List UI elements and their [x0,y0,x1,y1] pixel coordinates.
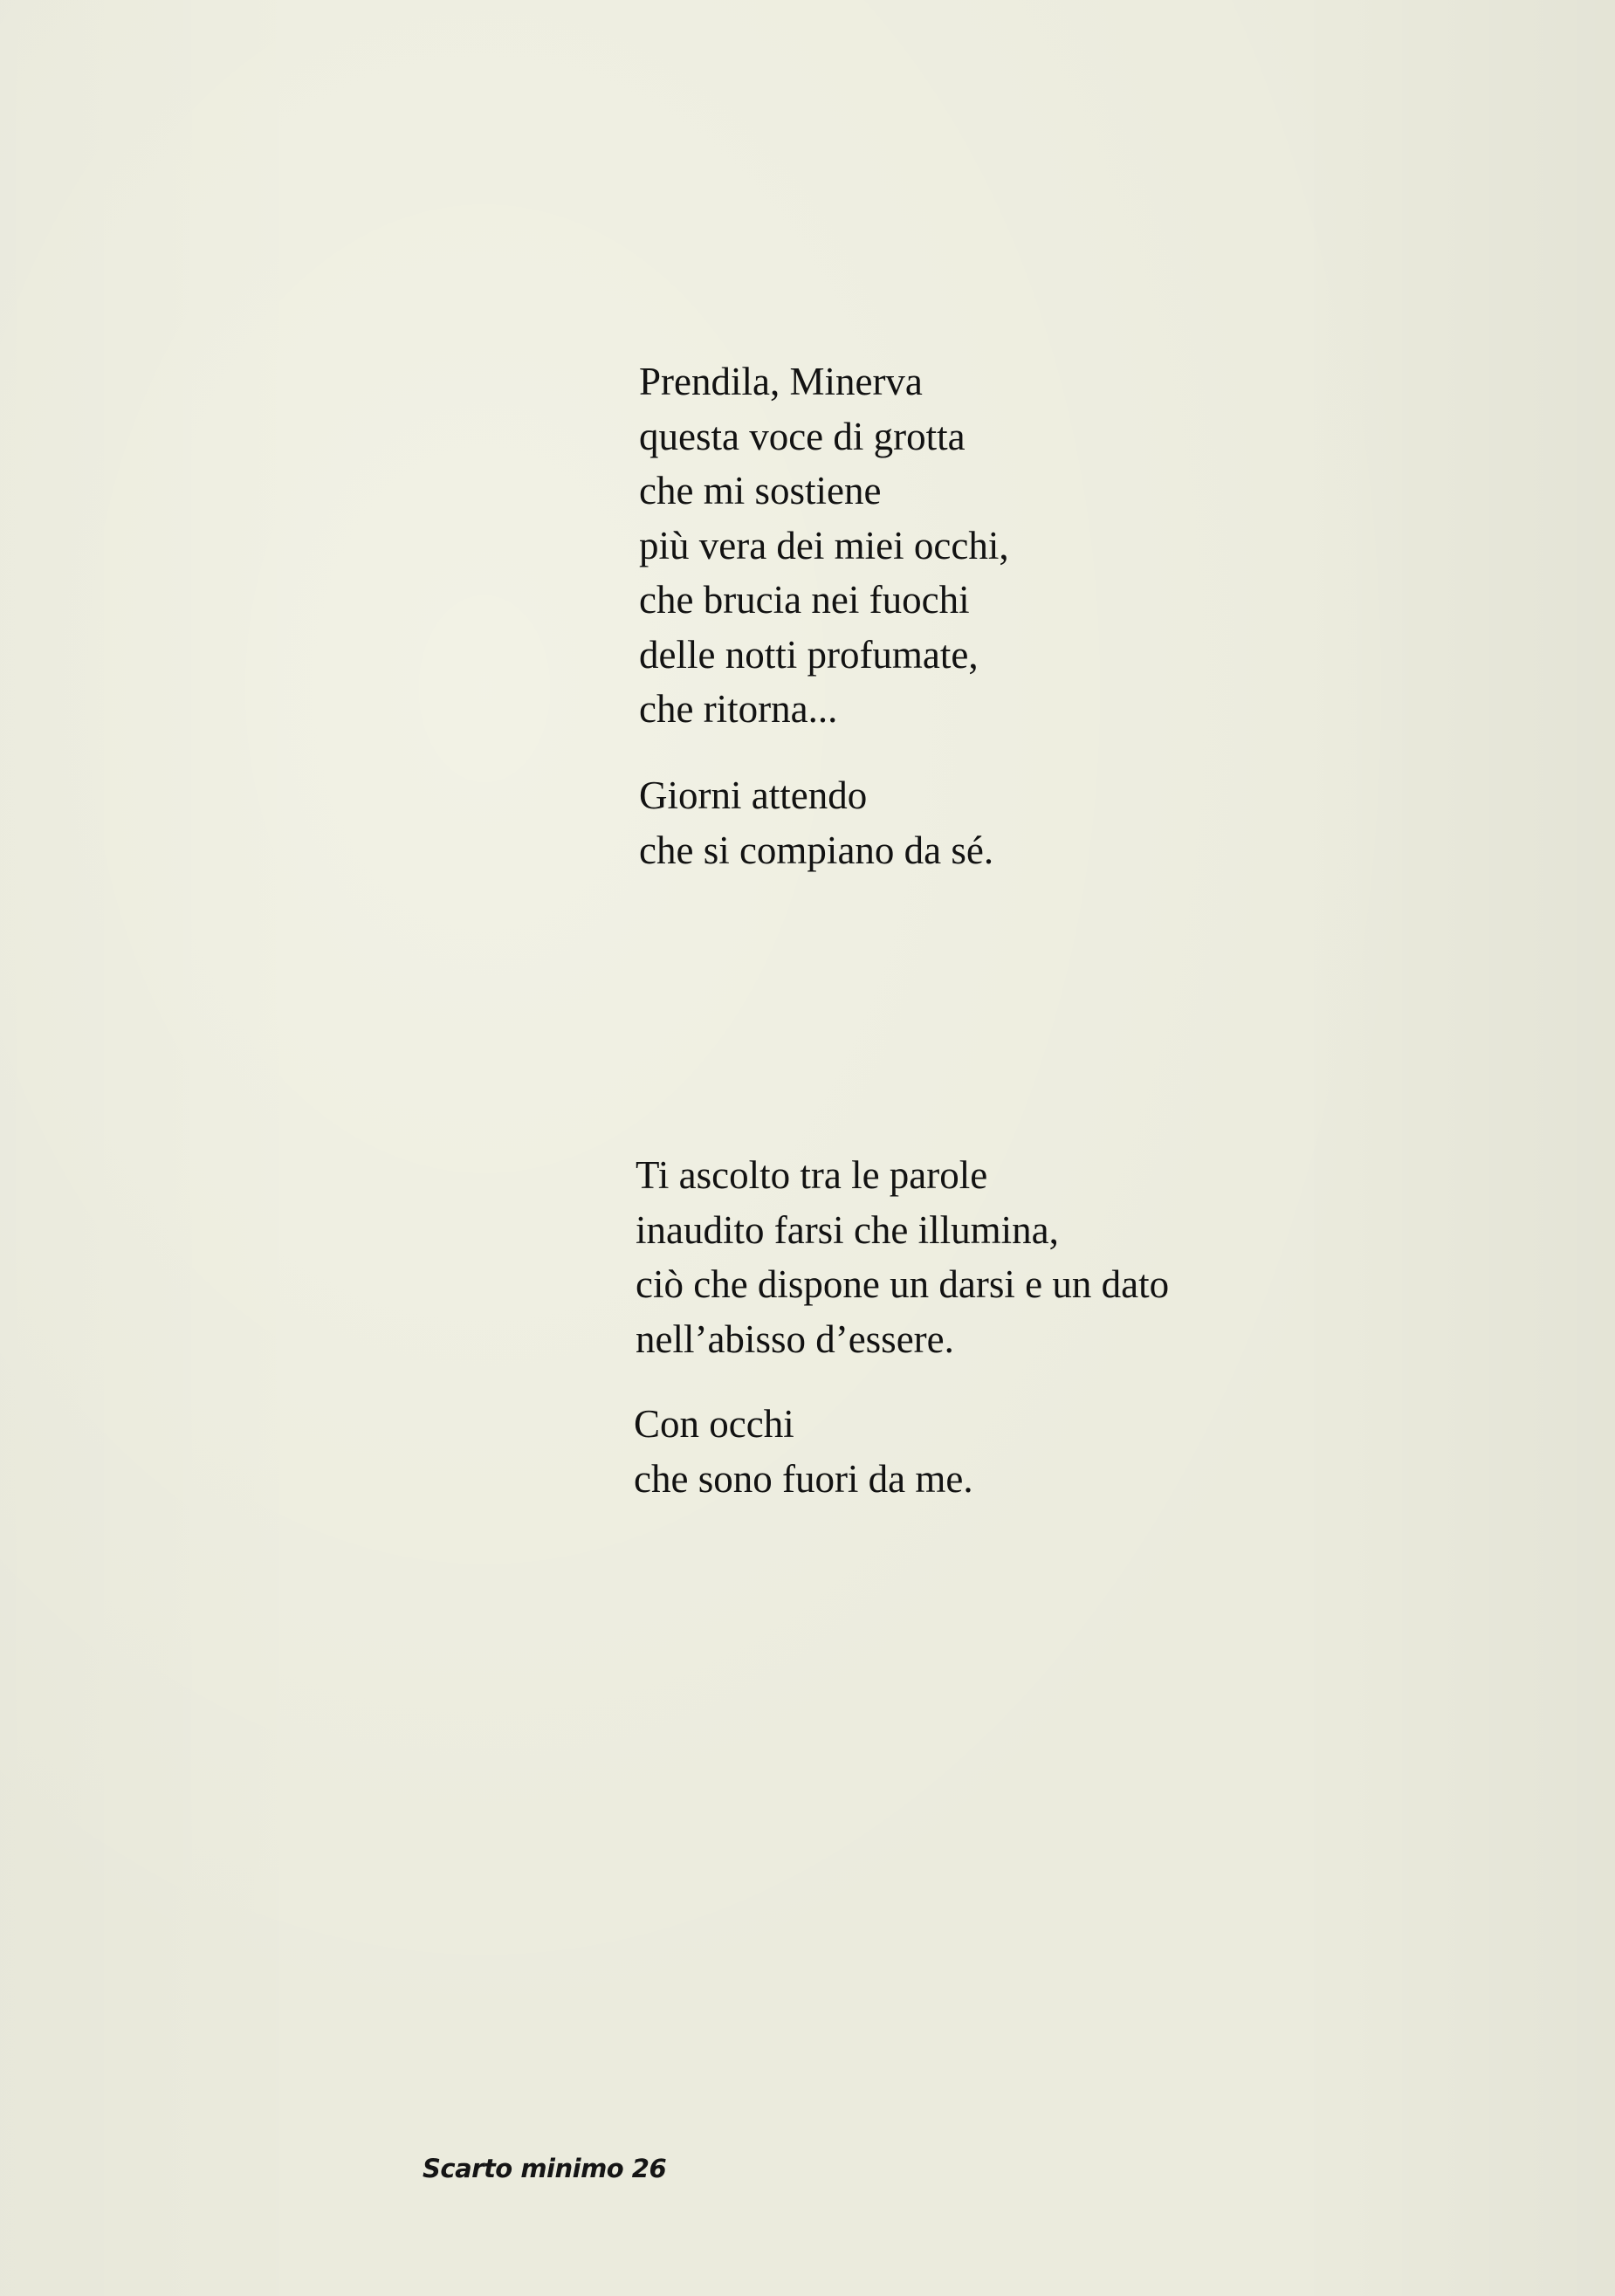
poem-line: che brucia nei fuochi [639,578,970,622]
poem-line: inaudito farsi che illumina, [636,1207,1059,1252]
poem-stanza [639,768,993,877]
poem-line: che si compiano da sé. [639,828,994,872]
poem-line: Ti ascolto tra le parole [636,1153,988,1197]
poem-stanza [634,1397,973,1506]
poem-line: Giorni attendo [639,773,868,817]
poem-line: più vera dei miei occhi, [639,523,1009,567]
poem-stanza [639,354,1009,737]
poem-line: nell’abisso d’essere. [636,1316,954,1361]
poem-line: Prendila, Minerva [639,360,923,403]
poem-line: questa voce di grotta [639,414,966,458]
poem-line: ciò che dispone un darsi e un dato [636,1262,1170,1306]
poem-line: delle notti profumate, [639,632,979,677]
poem-line: che mi sostiene [639,469,882,512]
poem-stanza [636,1148,1169,1366]
poem-line: che ritorna... [639,687,838,731]
page-footer: Scarto minimo 26 [423,2154,667,2183]
poem-line: che sono fuori da me. [634,1456,973,1501]
poem-line: Con occhi [634,1402,794,1446]
